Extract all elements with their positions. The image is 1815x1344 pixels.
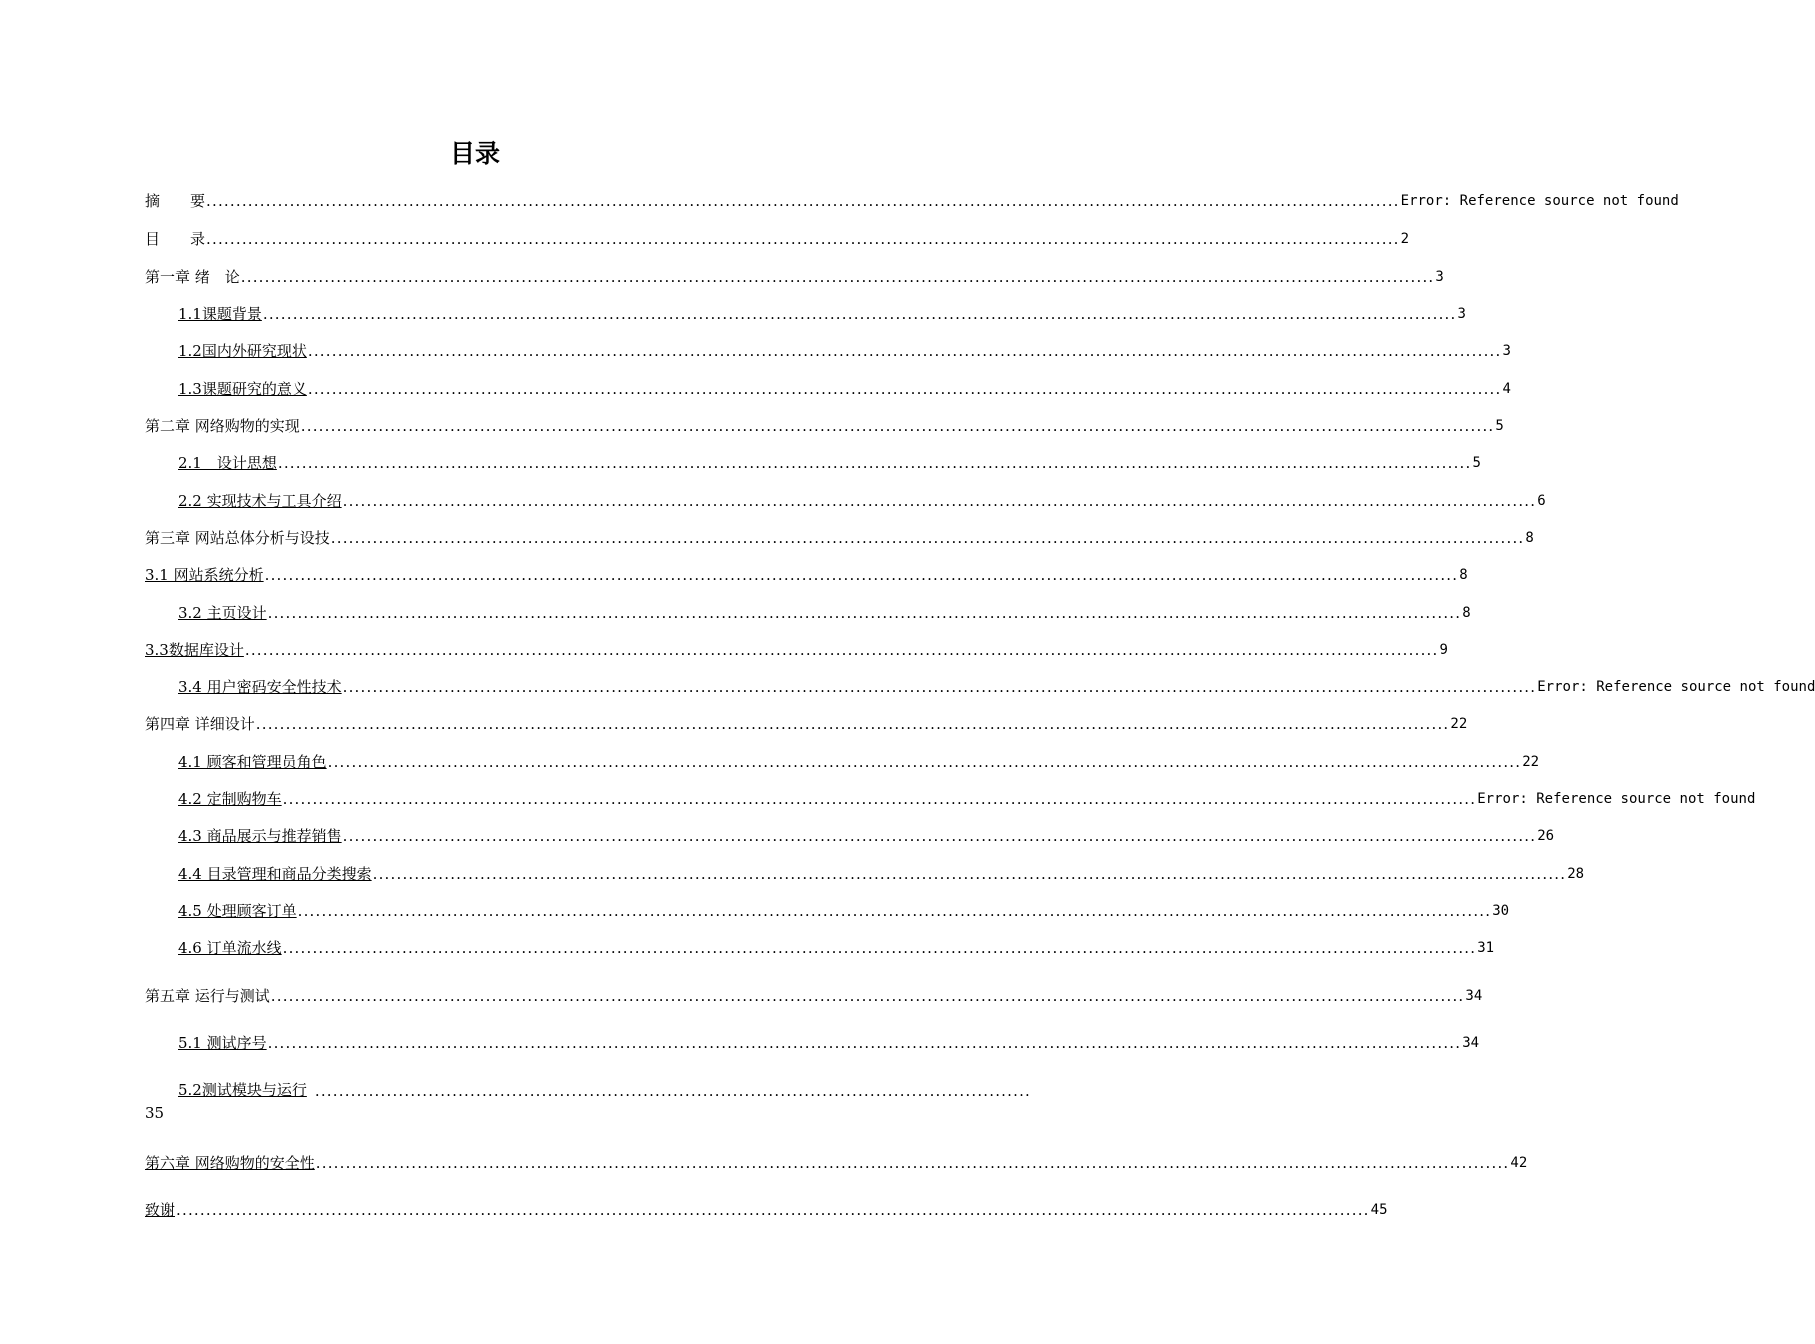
leader-dots: ........................................................................................................................................................................................................ [255,715,1450,733]
leader-dots: ........................................................................................................................................................................................................ [206,192,1400,210]
toc-entry-page: 5 [1495,418,1504,434]
toc-entry-page: 42 [1510,1155,1528,1171]
toc-entry-label[interactable]: 1.3课题研究的意义 [178,380,307,398]
toc-entry[interactable] [178,490,1546,510]
leader-dots: ........................................................................................................................................................................................................ [206,230,1400,248]
toc-entry[interactable] [145,1199,1388,1219]
toc-entry-page: 45 [1370,1202,1388,1218]
toc-entry[interactable] [145,527,1534,547]
toc-entry-page: 3 [1502,343,1511,359]
toc-entry-page: 34 [1465,988,1483,1004]
toc-entry-label[interactable]: 目 录 [145,230,206,248]
toc-entry[interactable] [145,564,1468,584]
toc-entry-page: 2 [1400,231,1410,247]
toc-entry-page: 35 [145,1104,165,1122]
toc-entry[interactable] [145,713,1468,733]
toc-entry-page: 30 [1492,903,1510,919]
leader-dots: ........................................................................................................................................................................................................ [327,753,1522,771]
toc-entry-label[interactable]: 4.6 订单流水线 [178,939,282,957]
toc-entry[interactable] [178,1032,1480,1052]
leader-dots: ........................................................................................................................................................................................................ [270,987,1465,1005]
toc-entry-page: 6 [1537,493,1546,509]
toc-entry-label[interactable]: 5.1 测试序号 [178,1034,267,1052]
toc-entry-label[interactable]: 4.4 目录管理和商品分类搜索 [178,865,372,883]
toc-entry-label[interactable]: 第三章 网站总体分析与设技 [145,529,330,547]
toc-entry-page: 8 [1525,530,1534,546]
toc-entry[interactable] [178,863,1585,883]
toc-entry[interactable] [178,452,1481,472]
leader-dots: ........................................................................................................................................................................................................ [342,678,1537,696]
toc-entry[interactable] [178,937,1495,957]
toc-entry-label[interactable]: 3.2 主页设计 [178,604,267,622]
toc-entry-label[interactable]: 3.3数据库设计 [145,641,244,659]
toc-entry-page: Error: Reference source not found [1537,679,1815,695]
toc-entry-page: Error: Reference source not found [1400,193,1679,209]
leader-dots: ........................................................................................................................................................................................................ [307,342,1502,360]
leader-dots: ........................................................................................................................................................................................................ [240,268,1435,286]
leader-dots: ........................................................................................................................................................................................................ [267,604,1462,622]
leader-dots: ........................................................................................................................................................................................................ [264,566,1459,584]
toc-entry-page: 8 [1459,567,1468,583]
toc-entry-page: 22 [1522,754,1540,770]
leader-dots: ........................................................................................................................................................................................................ [307,380,1502,398]
toc-entry-label[interactable]: 第一章 绪 论 [145,268,240,286]
toc-entry-label[interactable]: 4.5 处理顾客订单 [178,902,297,920]
leader-dots: ........................................................................................................................................................................................................ [372,865,1567,883]
toc-entry-label[interactable]: 2.1 设计思想 [178,454,277,472]
toc-entry[interactable] [178,900,1510,920]
toc-entry[interactable] [145,1152,1528,1172]
toc-entry-page: 8 [1462,605,1471,621]
toc-entry[interactable] [145,415,1504,435]
leader-dots: ........................................................................................................................................................................................................ [342,492,1537,510]
toc-entry-label[interactable]: 4.3 商品展示与推荐销售 [178,827,342,845]
toc-entry-label[interactable]: 第六章 网络购物的安全性 [145,1154,315,1172]
toc-entry[interactable] [178,303,1466,323]
toc-entry-page: 31 [1477,940,1495,956]
toc-entry[interactable] [145,985,1483,1005]
leader-dots: ........................................................................................................................................................................................................ [297,902,1492,920]
leader-dots: ........................................................................................................................................................................................................ [277,454,1472,472]
leader-dots: ........................................................................................................................................................................................................ [176,1201,1370,1219]
toc-entry-page: 5 [1472,455,1481,471]
toc-entry[interactable] [178,751,1540,771]
toc-entry-label[interactable]: 摘 要 [145,192,206,210]
toc-entry-label[interactable]: 2.2 实现技术与工具介绍 [178,492,342,510]
toc-entry[interactable] [178,676,1815,696]
toc-entry-5-2[interactable] [178,1080,1032,1100]
leader-dots: ........................................................................................................................................................................................................ [282,790,1477,808]
toc-entry[interactable] [145,228,1410,248]
leader-dots: ........................................................................................................................................................................................................ [244,641,1439,659]
leader-dots: ........................................................................................................................................................................................................ [282,939,1477,957]
toc-entry-label[interactable]: 第二章 网络购物的实现 [145,417,300,435]
toc-entry-label[interactable]: 3.1 网站系统分析 [145,566,264,584]
leader-dots: ........................................................................................................................................................................................................ [267,1034,1462,1052]
toc-entry-page: 28 [1567,866,1585,882]
leader-dots: ........................................................................................................................................................................................................ [262,305,1457,323]
toc-entry-label[interactable]: 第五章 运行与测试 [145,987,270,1005]
toc-entry[interactable] [145,190,1679,210]
leader-dots: ........................................................................................................................................................................................................ [315,1154,1510,1172]
toc-entry[interactable] [178,788,1756,808]
toc-entry-page: 4 [1502,381,1511,397]
toc-entry[interactable] [145,266,1444,286]
toc-entry-page: 3 [1457,306,1466,322]
toc-entry-page: 34 [1462,1035,1480,1051]
toc-entry-label[interactable]: 4.1 顾客和管理员角色 [178,753,327,771]
toc-entry-page: Error: Reference source not found [1477,791,1756,807]
leader-dots: ........................................................................................................................................................................................................ [300,417,1495,435]
toc-entry-page: 3 [1435,269,1444,285]
leader-dots: ........................................................................................................................................................................................................ [330,529,1525,547]
toc-entry-label[interactable]: 5.2测试模块与运行 [178,1081,307,1099]
leader-dots: ........................................................................................................................ [314,1082,1032,1100]
toc-entry[interactable] [178,340,1511,360]
toc-entry-page: 22 [1450,716,1468,732]
toc-entry-label[interactable]: 第四章 详细设计 [145,715,255,733]
toc-entry-label[interactable]: 致谢 [145,1201,176,1219]
toc-entry[interactable] [178,378,1511,398]
toc-entry[interactable] [178,602,1471,622]
page-title: 目录 [449,139,500,168]
toc-entry[interactable] [145,639,1448,659]
leader-dots: ........................................................................................................................................................................................................ [342,827,1537,845]
toc-entry[interactable] [178,825,1555,845]
toc-entry-page: 9 [1439,642,1448,658]
toc-entry-label[interactable]: 4.2 定制购物车 [178,790,282,808]
toc-entry-page: 26 [1537,828,1555,844]
toc-entry-label[interactable]: 3.4 用户密码安全性技术 [178,678,342,696]
toc-entry-label[interactable]: 1.2国内外研究现状 [178,342,307,360]
toc-entry-label[interactable]: 1.1课题背景 [178,305,262,323]
